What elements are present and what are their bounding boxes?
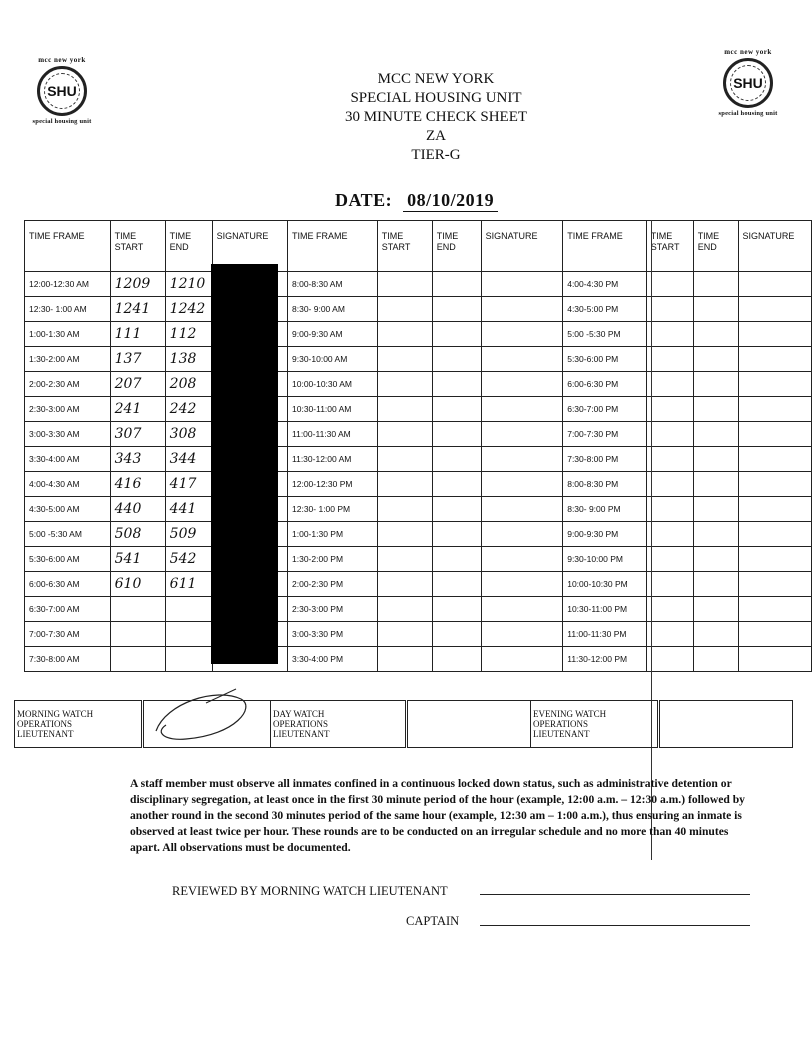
signature-cell[interactable]: [481, 347, 563, 372]
time-end-cell[interactable]: [693, 597, 738, 622]
time-frame-cell: 10:30-11:00 AM: [288, 397, 378, 422]
shu-logo-left: [22, 56, 102, 125]
evening-watch-signature[interactable]: [659, 701, 793, 748]
time-start-cell[interactable]: [377, 347, 432, 372]
time-start-cell[interactable]: [646, 322, 693, 347]
reviewed-by-label: REVIEWED BY MORNING WATCH LIEUTENANT: [172, 884, 448, 898]
time-frame-cell: 11:00-11:30 PM: [563, 622, 647, 647]
logo-top-text: mcc new york: [724, 48, 772, 56]
time-end-cell: 138: [165, 347, 212, 372]
time-end-cell[interactable]: [693, 547, 738, 572]
time-frame-cell: 1:00-1:30 PM: [288, 522, 378, 547]
time-start-cell[interactable]: [646, 447, 693, 472]
time-frame-cell: 2:30-3:00 PM: [288, 597, 378, 622]
day-watch-label: DAY WATCH OPERATIONS LIEUTENANT: [271, 701, 407, 748]
table-row: [25, 472, 812, 497]
signature-cell[interactable]: [738, 297, 811, 322]
time-frame-cell: 4:00-4:30 PM: [563, 272, 647, 297]
time-start-cell[interactable]: [646, 422, 693, 447]
header-line: TIER-G: [411, 147, 461, 163]
time-end-cell[interactable]: [432, 522, 481, 547]
time-start-cell[interactable]: [377, 647, 432, 672]
time-start-cell: 307: [110, 422, 165, 447]
time-frame-cell: 7:00-7:30 AM: [25, 622, 111, 647]
time-start-cell[interactable]: [646, 522, 693, 547]
logo-bottom-text: special housing unit: [32, 118, 92, 125]
signature-cell[interactable]: [738, 472, 811, 497]
time-frame-cell: 11:00-11:30 AM: [288, 422, 378, 447]
time-frame-cell: 11:30-12:00 AM: [288, 447, 378, 472]
time-start-cell[interactable]: [646, 547, 693, 572]
time-start-cell[interactable]: [646, 472, 693, 497]
time-start-cell[interactable]: [646, 647, 693, 672]
time-end-cell[interactable]: [693, 372, 738, 397]
time-frame-cell: 8:30- 9:00 AM: [288, 297, 378, 322]
morning-watch-label: MORNING WATCH OPERATIONS LIEUTENANT: [15, 701, 143, 748]
time-frame-cell: 12:30- 1:00 PM: [288, 497, 378, 522]
time-frame-cell: 2:00-2:30 PM: [288, 572, 378, 597]
time-start-cell[interactable]: [377, 297, 432, 322]
time-end-cell: 611: [165, 572, 212, 597]
header-cell: TIME END: [693, 221, 738, 272]
time-frame-cell: 1:30-2:00 AM: [25, 347, 111, 372]
watch-signature-table: [14, 700, 793, 748]
signature-cell[interactable]: [481, 597, 563, 622]
header-cell: TIME END: [432, 221, 481, 272]
time-start-cell: 1241: [110, 297, 165, 322]
header-line: ZA: [426, 128, 446, 144]
date-label: DATE:: [335, 190, 393, 210]
time-frame-cell: 4:00-4:30 AM: [25, 472, 111, 497]
time-frame-cell: 5:30-6:00 AM: [25, 547, 111, 572]
table-row: [25, 397, 812, 422]
signature-cell[interactable]: [738, 322, 811, 347]
time-frame-cell: 1:00-1:30 AM: [25, 322, 111, 347]
signature-cell[interactable]: [481, 372, 563, 397]
signature-cell[interactable]: [738, 597, 811, 622]
time-start-cell[interactable]: [646, 497, 693, 522]
time-start-cell[interactable]: [377, 497, 432, 522]
time-frame-cell: 6:30-7:00 PM: [563, 397, 647, 422]
captain-label: CAPTAIN: [406, 914, 460, 928]
header-line: SPECIAL HOUSING UNIT: [350, 90, 522, 106]
signature-cell[interactable]: [481, 622, 563, 647]
signature-cell[interactable]: [738, 622, 811, 647]
scan-line: [651, 220, 652, 860]
time-frame-cell: 9:00-9:30 PM: [563, 522, 647, 547]
time-start-cell[interactable]: [646, 397, 693, 422]
time-end-cell[interactable]: [432, 297, 481, 322]
time-start-cell: 541: [110, 547, 165, 572]
header-cell: TIME FRAME: [25, 221, 111, 272]
time-frame-cell: 2:00-2:30 AM: [25, 372, 111, 397]
signature-cell[interactable]: [738, 647, 811, 672]
signature-cell[interactable]: [481, 322, 563, 347]
time-end-cell: 112: [165, 322, 212, 347]
time-end-cell[interactable]: [693, 622, 738, 647]
signature-cell[interactable]: [481, 647, 563, 672]
time-end-cell[interactable]: [693, 397, 738, 422]
header-line: MCC NEW YORK: [377, 71, 495, 87]
header-cell: SIGNATURE: [212, 221, 287, 272]
time-start-cell: 241: [110, 397, 165, 422]
time-frame-cell: 7:30-8:00 PM: [563, 447, 647, 472]
seal-icon: [37, 66, 87, 116]
time-end-cell: [165, 622, 212, 647]
time-end-cell[interactable]: [693, 297, 738, 322]
time-frame-cell: 12:00-12:30 AM: [25, 272, 111, 297]
time-start-cell[interactable]: [377, 397, 432, 422]
time-end-cell[interactable]: [693, 497, 738, 522]
morning-watch-signature[interactable]: [143, 701, 271, 748]
time-frame-cell: 6:00-6:30 AM: [25, 572, 111, 597]
instructions-paragraph: A staff member must observe all inmates confined in a continuous locked down status, such as administrative detention or disciplinary segregation, at least once in the first 30 minute period of the hour (example, 12:00 a.m. – 12:30 a.m.) followed by another round in the second 30 minutes period of the same hour (example, 12:30 am – 1:00 a.m.), thus ensuring an inmate is observed at least twice per hour. These rounds are to be conducted on an irregular schedule and no more than 40 minutes apart. All observations must be documented.: [130, 777, 745, 854]
time-frame-cell: 2:30-3:00 AM: [25, 397, 111, 422]
time-end-cell[interactable]: [432, 497, 481, 522]
signature-cell[interactable]: [738, 372, 811, 397]
header-cell: SIGNATURE: [738, 221, 811, 272]
time-frame-cell: 12:30- 1:00 AM: [25, 297, 111, 322]
header-cell: TIME START: [110, 221, 165, 272]
date-value: 08/10/2019: [403, 190, 498, 212]
time-frame-cell: 11:30-12:00 PM: [563, 647, 647, 672]
time-start-cell[interactable]: [377, 572, 432, 597]
time-end-cell[interactable]: [432, 472, 481, 497]
time-frame-cell: 5:00 -5:30 AM: [25, 522, 111, 547]
signature-cell[interactable]: [481, 547, 563, 572]
signature-cell[interactable]: [481, 472, 563, 497]
table-row: [25, 422, 812, 447]
logo-bottom-text: special housing unit: [718, 110, 778, 117]
time-frame-cell: 6:30-7:00 AM: [25, 597, 111, 622]
time-start-cell: 610: [110, 572, 165, 597]
time-end-cell[interactable]: [693, 447, 738, 472]
logo-top-text: mcc new york: [38, 56, 86, 64]
header-cell: TIME FRAME: [288, 221, 378, 272]
time-frame-cell: 10:00-10:30 AM: [288, 372, 378, 397]
header-cell: TIME START: [377, 221, 432, 272]
evening-watch-label: EVENING WATCH OPERATIONS LIEUTENANT: [531, 701, 659, 748]
time-start-cell: 111: [110, 322, 165, 347]
header-cell: TIME FRAME: [563, 221, 647, 272]
header-cell: TIME END: [165, 221, 212, 272]
signature-scribble-icon: [146, 693, 266, 739]
date-line: [335, 190, 498, 212]
time-end-cell: 509: [165, 522, 212, 547]
signature-cell[interactable]: [481, 522, 563, 547]
time-frame-cell: 3:00-3:30 AM: [25, 422, 111, 447]
signature-cell[interactable]: [481, 422, 563, 447]
time-start-cell[interactable]: [646, 297, 693, 322]
time-end-cell: 344: [165, 447, 212, 472]
time-frame-cell: 5:30-6:00 PM: [563, 347, 647, 372]
table-row: [25, 597, 812, 622]
time-frame-cell: 4:30-5:00 PM: [563, 297, 647, 322]
time-start-cell: 343: [110, 447, 165, 472]
time-start-cell[interactable]: [377, 372, 432, 397]
time-start-cell[interactable]: [646, 597, 693, 622]
time-end-cell[interactable]: [432, 647, 481, 672]
time-frame-cell: 3:30-4:00 AM: [25, 447, 111, 472]
time-start-cell[interactable]: [377, 622, 432, 647]
time-frame-cell: 10:00-10:30 PM: [563, 572, 647, 597]
day-watch-signature[interactable]: [407, 701, 531, 748]
time-start-cell[interactable]: [377, 272, 432, 297]
table-row: [25, 297, 812, 322]
time-end-cell[interactable]: [432, 547, 481, 572]
time-start-cell[interactable]: [377, 322, 432, 347]
time-start-cell: [110, 622, 165, 647]
time-frame-cell: 9:00-9:30 AM: [288, 322, 378, 347]
table-row: [25, 447, 812, 472]
table-row: [25, 547, 812, 572]
time-end-cell[interactable]: [432, 622, 481, 647]
seal-text: SHU: [47, 83, 77, 99]
time-start-cell[interactable]: [377, 597, 432, 622]
time-end-cell[interactable]: [693, 422, 738, 447]
time-end-cell: 542: [165, 547, 212, 572]
time-end-cell: 1242: [165, 297, 212, 322]
time-end-cell[interactable]: [432, 322, 481, 347]
table-row: [25, 572, 812, 597]
time-frame-cell: 10:30-11:00 PM: [563, 597, 647, 622]
table-row: [25, 347, 812, 372]
time-frame-cell: 6:00-6:30 PM: [563, 372, 647, 397]
time-end-cell[interactable]: [693, 272, 738, 297]
signature-cell[interactable]: [738, 522, 811, 547]
time-end-cell[interactable]: [432, 372, 481, 397]
table-row: [25, 522, 812, 547]
time-start-cell: 416: [110, 472, 165, 497]
check-table: [24, 220, 812, 672]
time-end-cell: 417: [165, 472, 212, 497]
time-frame-cell: 8:00-8:30 PM: [563, 472, 647, 497]
time-start-cell: [110, 647, 165, 672]
signature-cell[interactable]: [738, 447, 811, 472]
signature-cell[interactable]: [481, 447, 563, 472]
table-header-row: [25, 221, 812, 272]
time-start-cell[interactable]: [646, 272, 693, 297]
time-frame-cell: 12:00-12:30 PM: [288, 472, 378, 497]
signature-cell[interactable]: [738, 397, 811, 422]
captain-signature-line[interactable]: [480, 925, 750, 926]
time-end-cell: 441: [165, 497, 212, 522]
time-start-cell: 207: [110, 372, 165, 397]
time-start-cell[interactable]: [646, 347, 693, 372]
document-header: [300, 70, 572, 165]
time-end-cell[interactable]: [432, 572, 481, 597]
signature-cell[interactable]: [738, 547, 811, 572]
header-line: 30 MINUTE CHECK SHEET: [344, 109, 528, 125]
time-start-cell[interactable]: [646, 622, 693, 647]
time-end-cell[interactable]: [432, 597, 481, 622]
time-frame-cell: 3:00-3:30 PM: [288, 622, 378, 647]
time-end-cell[interactable]: [432, 447, 481, 472]
time-end-cell: 208: [165, 372, 212, 397]
time-end-cell[interactable]: [693, 322, 738, 347]
time-end-cell: [165, 597, 212, 622]
signature-cell[interactable]: [738, 347, 811, 372]
time-start-cell[interactable]: [377, 522, 432, 547]
table-row: [25, 622, 812, 647]
time-end-cell[interactable]: [693, 347, 738, 372]
time-frame-cell: 7:00-7:30 PM: [563, 422, 647, 447]
redaction-block: [211, 264, 278, 664]
time-start-cell[interactable]: [377, 422, 432, 447]
signature-cell[interactable]: [481, 572, 563, 597]
signature-cell[interactable]: [481, 397, 563, 422]
time-start-cell: 1209: [110, 272, 165, 297]
time-end-cell[interactable]: [432, 397, 481, 422]
time-end-cell[interactable]: [432, 422, 481, 447]
signature-cell[interactable]: [738, 272, 811, 297]
table-row: [25, 322, 812, 347]
table-row: [25, 372, 812, 397]
time-start-cell[interactable]: [646, 372, 693, 397]
signature-cell[interactable]: [738, 572, 811, 597]
time-end-cell[interactable]: [693, 572, 738, 597]
time-end-cell[interactable]: [693, 472, 738, 497]
time-end-cell[interactable]: [693, 647, 738, 672]
table-row: [25, 497, 812, 522]
time-start-cell[interactable]: [646, 572, 693, 597]
time-frame-cell: 1:30-2:00 PM: [288, 547, 378, 572]
table-row: [25, 647, 812, 672]
time-frame-cell: 4:30-5:00 AM: [25, 497, 111, 522]
shu-logo-right: [708, 48, 788, 117]
time-frame-cell: 8:30- 9:00 PM: [563, 497, 647, 522]
signature-cell[interactable]: [481, 297, 563, 322]
time-end-cell: [165, 647, 212, 672]
time-start-cell[interactable]: [377, 547, 432, 572]
signature-cell[interactable]: [481, 272, 563, 297]
time-end-cell: 308: [165, 422, 212, 447]
header-cell: SIGNATURE: [481, 221, 563, 272]
seal-text: SHU: [733, 75, 763, 91]
signature-cell[interactable]: [738, 422, 811, 447]
time-frame-cell: 7:30-8:00 AM: [25, 647, 111, 672]
time-end-cell[interactable]: [432, 347, 481, 372]
signature-cell[interactable]: [481, 497, 563, 522]
time-frame-cell: 3:30-4:00 PM: [288, 647, 378, 672]
time-start-cell[interactable]: [377, 472, 432, 497]
time-start-cell: 440: [110, 497, 165, 522]
time-frame-cell: 5:00 -5:30 PM: [563, 322, 647, 347]
seal-icon: [723, 58, 773, 108]
time-end-cell: 242: [165, 397, 212, 422]
time-end-cell[interactable]: [432, 272, 481, 297]
lieutenant-signature-line[interactable]: [480, 894, 750, 895]
time-frame-cell: 8:00-8:30 AM: [288, 272, 378, 297]
header-cell: TIME START: [646, 221, 693, 272]
time-frame-cell: 9:30-10:00 AM: [288, 347, 378, 372]
time-start-cell: 508: [110, 522, 165, 547]
table-row: [25, 272, 812, 297]
time-start-cell: [110, 597, 165, 622]
time-start-cell[interactable]: [377, 447, 432, 472]
time-frame-cell: 9:30-10:00 PM: [563, 547, 647, 572]
signature-cell[interactable]: [738, 497, 811, 522]
time-end-cell[interactable]: [693, 522, 738, 547]
time-end-cell: 1210: [165, 272, 212, 297]
time-start-cell: 137: [110, 347, 165, 372]
